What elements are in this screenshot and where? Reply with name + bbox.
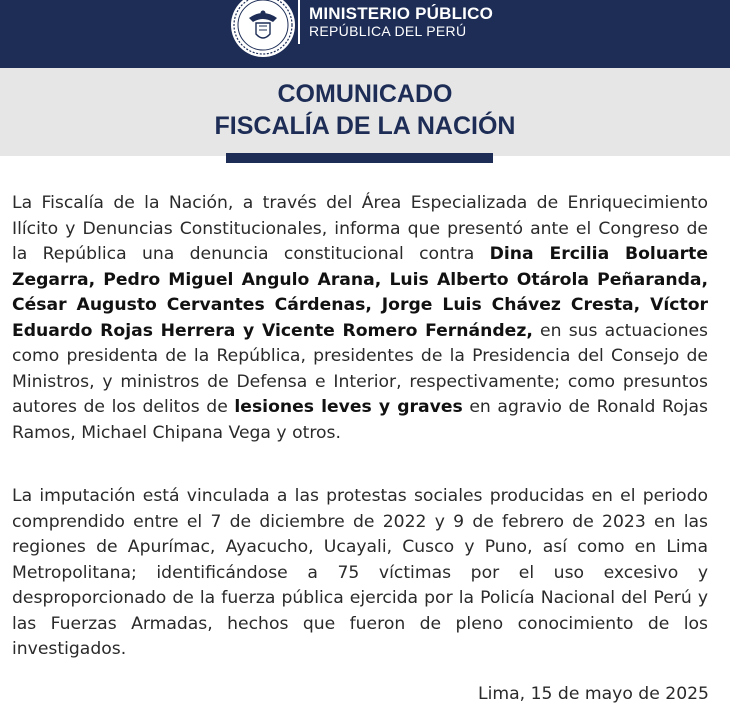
paragraph-1-intro: La Fiscalía de la Nación, a través del Área Especializada de Enriquecimiento Ilícito y Denuncias Constitucionales, informa que presentó ante el Congreso de la República una denuncia constitucional contra	[12, 193, 708, 264]
paragraph-1-end: en agravio de Ronald Rojas Ramos, Michael Chipana Vega y otros.	[12, 397, 708, 443]
org-country: REPÚBLICA DEL PERÚ	[309, 23, 467, 39]
document-subtitle: FISCALÍA DE LA NACIÓN	[214, 112, 516, 140]
document-title: COMUNICADO	[277, 80, 453, 108]
paragraph-1	[12, 191, 708, 446]
ministry-seal-icon	[229, 0, 297, 60]
crimes-charged: lesiones leves y graves	[234, 397, 463, 417]
paragraph-2: La imputación está vinculada a las protestas sociales producidas en el periodo comprendido entre el 7 de diciembre de 2022 y 9 de febrero de 2023 en las regiones de Apurímac, Ayacucho, Ucayali, Cusco y Puno, así como en Lima Metropolitana; identificándose a 75 víctimas por el uso excesivo y desproporcionado de la fuerza pública ejercida por la Policía Nacional del Perú y las Fuerzas Armadas, hechos que fueron de pleno conocimiento de los investigados.	[12, 486, 708, 659]
title-underline	[226, 153, 493, 163]
accused-names: Dina Ercilia Boluarte Zegarra, Pedro Miguel Angulo Arana, Luis Alberto Otárola Peñaranda, César Augusto Cervantes Cárdenas, Jorge Luis Chávez Cresta, Víctor Eduardo Rojas Herrera y Vicente Romero Fernández,	[12, 244, 709, 341]
paragraph-1-middle: en sus actuaciones como presidenta de la República, presidentes de la Presidencia del Consejo de Ministros, y ministros de Defensa e Interior, respectivamente; como presuntos autores de los delitos de	[12, 320, 708, 417]
date-line: Lima, 15 de mayo de 2025	[478, 684, 709, 704]
header-bar	[0, 0, 730, 68]
header-divider	[298, 0, 300, 44]
org-name: MINISTERIO PÚBLICO	[309, 4, 493, 23]
